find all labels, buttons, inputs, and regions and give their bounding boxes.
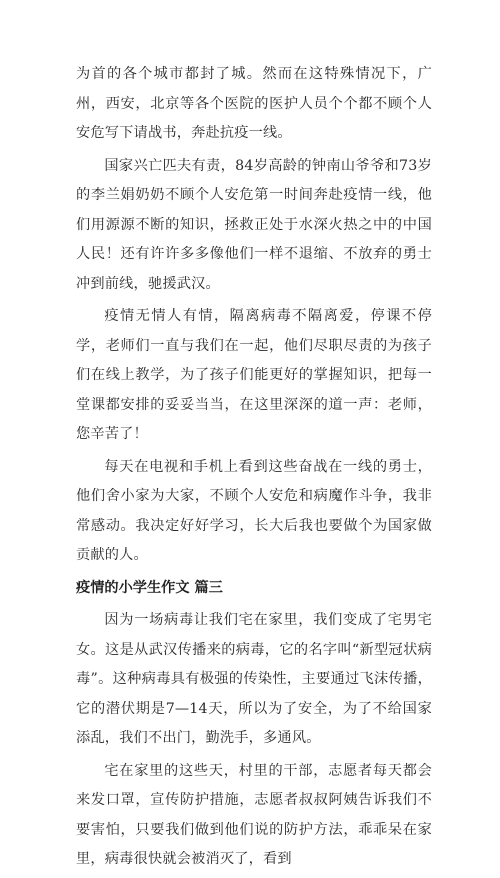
document-body [76, 60, 432, 878]
paragraph-virus-intro: 因为一场病毒让我们宅在家里，我们变成了宅男宅女。这是从武汉传播来的病毒，它的名字叫“新型冠状病毒”。这种病毒具有极强的传染性，主要通过飞沫传播，它的潜伏期是7—14天，所以为了安全，为了不给国家添乱，我们不出门，勤洗手，多通风。 [76, 612, 432, 746]
paragraph-zhong-nanshan-li-lanjuan: 国家兴亡匹夫有责，84岁高龄的钟南山爷爷和73岁的李兰娟奶奶不顾个人安危第一时间奔赴疫情一线，他们用源源不断的知识，拯救正处于水深火热之中的中国人民！还有许许多多像他们一样不退缩、不放弃的勇士冲到前线，驰援武汉。 [76, 157, 432, 292]
paragraph-volunteers: 宅在家里的这些天，村里的干部，志愿者每天都会来发口罩，宣传防护措施，志愿者叔叔阿姨告诉我们不要害怕，只要我们做到他们说的防护方法，乖乖呆在家里，病毒很快就会被消灭了，看到 [76, 762, 432, 867]
paragraph-city-lockdown: 为首的各个城市都封了城。然而在这特殊情况下，广州，西安，北京等各个医院的医护人员个个都不顾个人安危写下请战书，奔赴抗疫一线。 [76, 66, 432, 141]
paragraph-teachers-online: 疫情无情人有情，隔离病毒不隔离爱，停课不停学，老师们一直与我们在一起，他们尽职尽责的为孩子们在线上教学，为了孩子们能更好的掌握知识，把每一堂课都安排的妥妥当当，在这里深深的道一声：老师，您辛苦了！ [76, 308, 432, 442]
paragraph-frontline-heroes: 每天在电视和手机上看到这些奋战在一线的勇士，他们舍小家为大家，不顾个人安危和病魔作斗争，我非常感动。我决定好好学习，长大后我也要做个为国家做贡献的人。 [76, 458, 432, 563]
section-heading: 疫情的小学生作文 篇三 [76, 579, 223, 596]
